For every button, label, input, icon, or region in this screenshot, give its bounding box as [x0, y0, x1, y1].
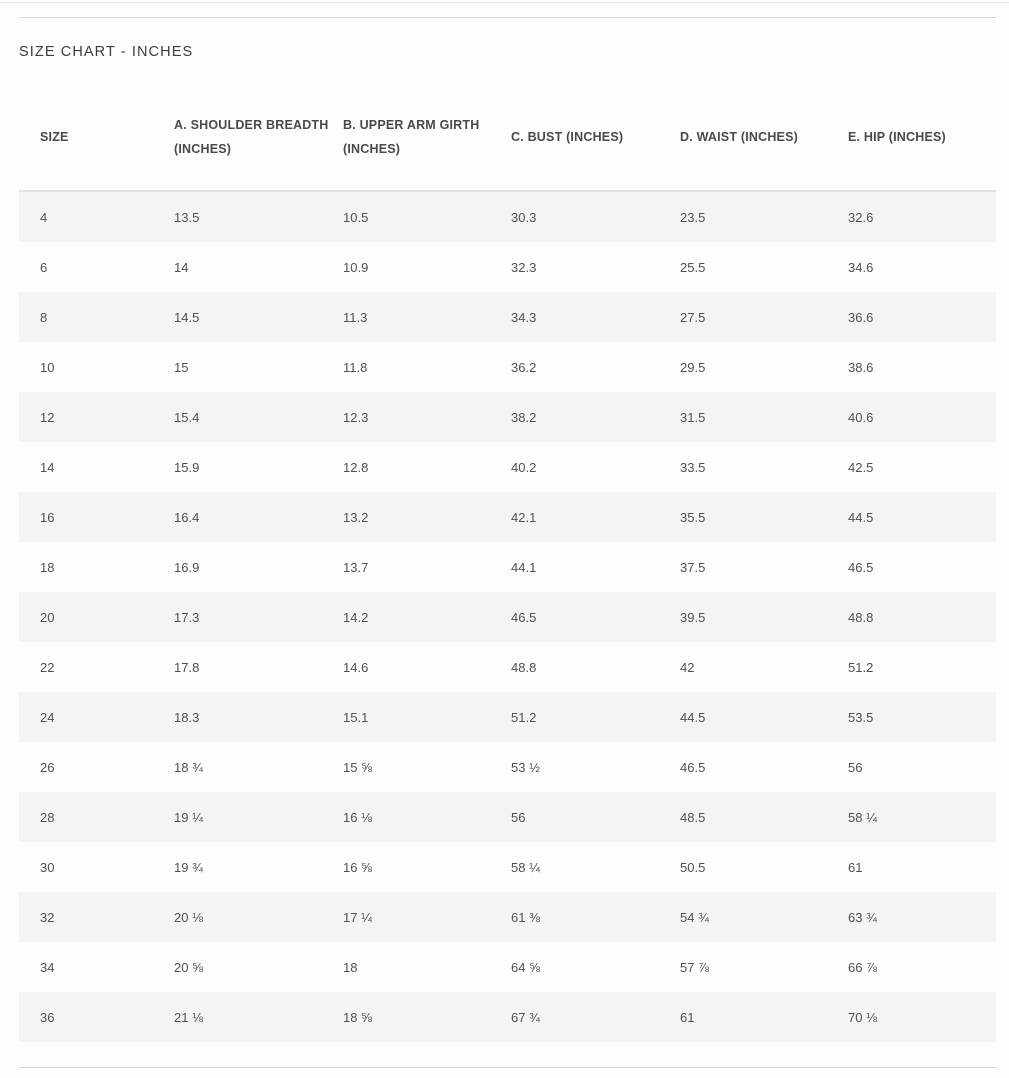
table-row [19, 642, 996, 692]
cell-upper-arm-girth: 18 [343, 942, 511, 992]
header-shoulder-breadth: A. SHOULDER BREADTH (INCHES) [174, 84, 343, 191]
cell-hip: 51.2 [848, 642, 996, 692]
cell-shoulder-breadth: 17.3 [174, 592, 343, 642]
cell-shoulder-breadth: 16.4 [174, 492, 343, 542]
cell-upper-arm-girth: 15 ⅝ [343, 742, 511, 792]
cell-shoulder-breadth: 15.4 [174, 392, 343, 442]
table-row [19, 692, 996, 742]
cell-hip: 38.6 [848, 342, 996, 392]
size-chart-title: SIZE CHART - INCHES [19, 44, 194, 60]
table-row [19, 992, 996, 1042]
cell-waist: 48.5 [680, 792, 848, 842]
cell-upper-arm-girth: 17 ¼ [343, 892, 511, 942]
cell-waist: 54 ¾ [680, 892, 848, 942]
cell-hip: 48.8 [848, 592, 996, 642]
cell-waist: 31.5 [680, 392, 848, 442]
cell-size: 20 [19, 592, 174, 642]
table-row [19, 892, 996, 942]
cell-waist: 23.5 [680, 191, 848, 242]
cell-size: 34 [19, 942, 174, 992]
cell-hip: 32.6 [848, 191, 996, 242]
header-waist: D. WAIST (INCHES) [680, 84, 848, 191]
cell-upper-arm-girth: 11.3 [343, 292, 511, 342]
table-row [19, 392, 996, 442]
cell-upper-arm-girth: 16 ⅛ [343, 792, 511, 842]
cell-size: 24 [19, 692, 174, 742]
cell-shoulder-breadth: 21 ⅛ [174, 992, 343, 1042]
cell-size: 10 [19, 342, 174, 392]
table-row [19, 842, 996, 892]
cell-waist: 25.5 [680, 242, 848, 292]
cell-size: 12 [19, 392, 174, 442]
cell-upper-arm-girth: 13.7 [343, 542, 511, 592]
table-row [19, 492, 996, 542]
cell-hip: 42.5 [848, 442, 996, 492]
cell-bust: 53 ½ [511, 742, 680, 792]
size-chart-table [19, 84, 996, 1042]
cell-bust: 42.1 [511, 492, 680, 542]
header-upper-arm-girth: B. UPPER ARM GIRTH (INCHES) [343, 84, 511, 191]
table-header-row [19, 84, 996, 191]
cell-waist: 42 [680, 642, 848, 692]
cell-hip: 53.5 [848, 692, 996, 742]
cell-size: 30 [19, 842, 174, 892]
cell-shoulder-breadth: 18 ¾ [174, 742, 343, 792]
cell-bust: 32.3 [511, 242, 680, 292]
cell-bust: 51.2 [511, 692, 680, 742]
cell-bust: 30.3 [511, 191, 680, 242]
cell-shoulder-breadth: 14.5 [174, 292, 343, 342]
cell-hip: 40.6 [848, 392, 996, 442]
cell-upper-arm-girth: 10.9 [343, 242, 511, 292]
cell-bust: 61 ⅜ [511, 892, 680, 942]
table-body [19, 191, 996, 1042]
cell-shoulder-breadth: 17.8 [174, 642, 343, 692]
cell-upper-arm-girth: 14.6 [343, 642, 511, 692]
cell-upper-arm-girth: 16 ⅝ [343, 842, 511, 892]
cell-waist: 44.5 [680, 692, 848, 742]
cell-shoulder-breadth: 15 [174, 342, 343, 392]
cell-waist: 35.5 [680, 492, 848, 542]
cell-bust: 34.3 [511, 292, 680, 342]
cell-size: 32 [19, 892, 174, 942]
cell-size: 22 [19, 642, 174, 692]
cell-size: 18 [19, 542, 174, 592]
cell-bust: 64 ⅝ [511, 942, 680, 992]
cell-size: 28 [19, 792, 174, 842]
cell-bust: 56 [511, 792, 680, 842]
cell-waist: 61 [680, 992, 848, 1042]
cell-hip: 61 [848, 842, 996, 892]
cell-hip: 36.6 [848, 292, 996, 342]
cell-waist: 33.5 [680, 442, 848, 492]
cell-upper-arm-girth: 13.2 [343, 492, 511, 542]
cell-size: 8 [19, 292, 174, 342]
cell-bust: 46.5 [511, 592, 680, 642]
cell-bust: 36.2 [511, 342, 680, 392]
cell-shoulder-breadth: 15.9 [174, 442, 343, 492]
cell-upper-arm-girth: 12.8 [343, 442, 511, 492]
section-divider-top [19, 17, 996, 18]
table-row [19, 592, 996, 642]
table-row [19, 342, 996, 392]
header-bust: C. BUST (INCHES) [511, 84, 680, 191]
cell-upper-arm-girth: 10.5 [343, 191, 511, 242]
cell-hip: 56 [848, 742, 996, 792]
cell-shoulder-breadth: 19 ¼ [174, 792, 343, 842]
table-row [19, 292, 996, 342]
cell-size: 4 [19, 191, 174, 242]
header-hip: E. HIP (INCHES) [848, 84, 996, 191]
top-divider [0, 2, 1009, 3]
cell-bust: 40.2 [511, 442, 680, 492]
table-row [19, 191, 996, 242]
cell-shoulder-breadth: 20 ⅛ [174, 892, 343, 942]
cell-hip: 34.6 [848, 242, 996, 292]
cell-bust: 44.1 [511, 542, 680, 592]
section-divider-bottom [19, 1067, 996, 1068]
cell-bust: 48.8 [511, 642, 680, 692]
cell-bust: 67 ¾ [511, 992, 680, 1042]
cell-hip: 46.5 [848, 542, 996, 592]
cell-shoulder-breadth: 20 ⅝ [174, 942, 343, 992]
cell-waist: 29.5 [680, 342, 848, 392]
cell-hip: 58 ¼ [848, 792, 996, 842]
cell-shoulder-breadth: 13.5 [174, 191, 343, 242]
cell-waist: 27.5 [680, 292, 848, 342]
table-row [19, 942, 996, 992]
cell-size: 26 [19, 742, 174, 792]
cell-upper-arm-girth: 12.3 [343, 392, 511, 442]
cell-hip: 70 ⅛ [848, 992, 996, 1042]
cell-waist: 50.5 [680, 842, 848, 892]
table-row [19, 442, 996, 492]
cell-shoulder-breadth: 19 ¾ [174, 842, 343, 892]
cell-size: 16 [19, 492, 174, 542]
cell-upper-arm-girth: 15.1 [343, 692, 511, 742]
cell-upper-arm-girth: 14.2 [343, 592, 511, 642]
table-row [19, 792, 996, 842]
cell-shoulder-breadth: 18.3 [174, 692, 343, 742]
cell-shoulder-breadth: 16.9 [174, 542, 343, 592]
cell-waist: 37.5 [680, 542, 848, 592]
table-row [19, 542, 996, 592]
cell-bust: 58 ¼ [511, 842, 680, 892]
cell-bust: 38.2 [511, 392, 680, 442]
cell-waist: 46.5 [680, 742, 848, 792]
table-row [19, 242, 996, 292]
header-size: SIZE [19, 84, 174, 191]
table-row [19, 742, 996, 792]
cell-shoulder-breadth: 14 [174, 242, 343, 292]
cell-size: 14 [19, 442, 174, 492]
cell-waist: 39.5 [680, 592, 848, 642]
cell-hip: 66 ⅞ [848, 942, 996, 992]
cell-upper-arm-girth: 11.8 [343, 342, 511, 392]
cell-size: 6 [19, 242, 174, 292]
cell-hip: 44.5 [848, 492, 996, 542]
cell-waist: 57 ⅞ [680, 942, 848, 992]
cell-upper-arm-girth: 18 ⅝ [343, 992, 511, 1042]
cell-size: 36 [19, 992, 174, 1042]
cell-hip: 63 ¾ [848, 892, 996, 942]
